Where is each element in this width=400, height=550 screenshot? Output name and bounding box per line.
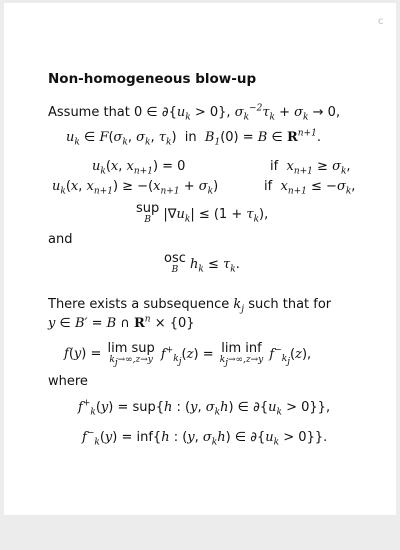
class-formula: $u_k$ ∈ $F(\sigma_k$, $\sigma_k$, $\tau_k$) in $B_1(0) = B$ ∈ $R^{n+1}$. <box>66 128 321 148</box>
assume-formula: 0 ∈ $\partial\{u_k > 0\}$, $\sigma_k^{-2}\tau_k + \sigma_k \to 0$, <box>134 103 341 123</box>
assume-text: Assume that <box>48 105 130 120</box>
condition-1: $u_k(x$, $x_{n+1}) = 0$ <box>92 159 186 177</box>
condition-2-if: if $x_{n+1} \le -\sigma_k$, <box>264 179 356 197</box>
slide-title: Non-homogeneous blow-up <box>48 71 257 87</box>
assume-line <box>48 104 340 122</box>
domain-line: y ∈ B′ = B ∩ $R^n \times \{0\}$ <box>48 314 195 331</box>
osc-bound: osc B $h_k \le \tau_k$. <box>164 251 240 275</box>
where-text: where <box>48 374 88 389</box>
condition-1-if: if $x_{n+1} \ge \sigma_k$, <box>270 159 351 177</box>
corner-mark: c <box>378 16 384 27</box>
condition-2: $u_k(x$, $x_{n+1}) \ge -(x_{n+1} + \sigma_k)$ <box>52 179 219 197</box>
f-plus-definition: $f^+_k(y) = sup\{h$ : (y, $\sigma_kh$) ∈ $\partial\{u_k > 0\}$}, <box>78 398 331 418</box>
sup-gradient-bound: sup B $|\nabla u_k| \le (1 + \tau_k)$, <box>136 201 269 225</box>
subsequence-line: There exists a subsequence $k_j$ such that for <box>48 297 332 315</box>
slide-page <box>4 3 396 515</box>
f-minus-definition: $f^-_k(y) = inf\{h$ : (y, $\sigma_kh$) ∈ $\partial\{u_k > 0\}$}. <box>82 428 328 448</box>
and-text: and <box>48 232 73 247</box>
limit-formula: f(y) = lim sup $k_j\to\infty,z\to y$ $f^+_{k_j}(z) = \lim$ inf $k_j\to\infty,z\to y$ $f^-_{k_j}(z)$, <box>64 341 312 368</box>
